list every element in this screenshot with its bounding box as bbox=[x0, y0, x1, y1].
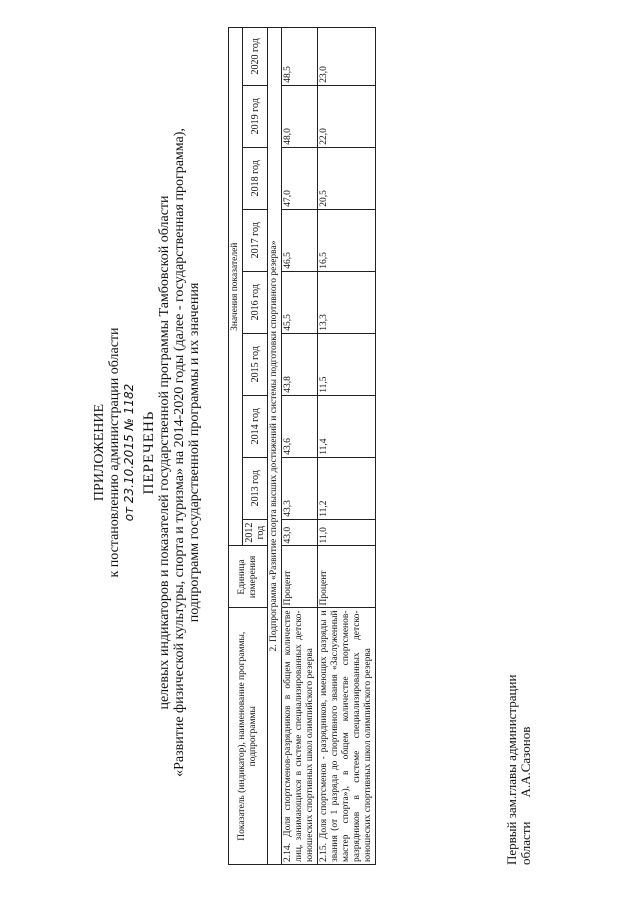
annex-label: ПРИЛОЖЕНИЕ bbox=[92, 403, 107, 502]
year-header: 2019 год bbox=[243, 85, 268, 147]
title-line-2: «Развитие физической культуры, спорта и туризма» на 2014-2020 годы (далее - государственная программа), bbox=[172, 128, 187, 777]
table-row bbox=[318, 28, 376, 865]
year-header: 2018 год bbox=[243, 147, 268, 209]
year-header: 2013 год bbox=[243, 457, 268, 519]
indicator-name: 2.14. Доля спортсменов-разрядников в общем количестве лиц, занимающихся в системе специализированных детско-юношеских спортивных школ олимпийского резерва bbox=[282, 608, 318, 865]
value-cell: 23,0 bbox=[318, 28, 376, 86]
indicators-table bbox=[228, 27, 376, 865]
value-cell: 46,5 bbox=[282, 209, 318, 271]
value-cell: 48,5 bbox=[282, 28, 318, 86]
value-cell: 11,5 bbox=[318, 333, 376, 395]
value-cell: 43,8 bbox=[282, 333, 318, 395]
title-heading: ПЕРЕЧЕНЬ bbox=[141, 410, 157, 495]
title-line-3: подпрограмм государственной программы и их значения bbox=[187, 282, 202, 623]
annex-date-signature: от 23.10.2015 № 1182 bbox=[122, 383, 136, 522]
value-cell: 20,5 bbox=[318, 147, 376, 209]
value-cell: 11,0 bbox=[318, 519, 376, 546]
year-header: 2020 год bbox=[243, 28, 268, 86]
indicator-unit: Процент bbox=[282, 546, 318, 608]
year-header: 2012 год bbox=[243, 519, 268, 546]
document-title bbox=[142, 40, 202, 865]
annex-header bbox=[92, 0, 137, 905]
value-cell: 16,5 bbox=[318, 209, 376, 271]
signatory-title: Первый зам.главы администрации bbox=[504, 674, 519, 865]
value-cell: 13,3 bbox=[318, 271, 376, 333]
value-cell: 43,0 bbox=[282, 519, 318, 546]
value-cell: 47,0 bbox=[282, 147, 318, 209]
header-indicator: Показатель (индикатор), наименование программы, подпрограммы bbox=[229, 608, 268, 865]
signatory-title-cont: области bbox=[518, 821, 533, 865]
year-header: 2015 год bbox=[243, 333, 268, 395]
year-header: 2016 год bbox=[243, 271, 268, 333]
value-cell: 11,2 bbox=[318, 457, 376, 519]
value-cell: 43,3 bbox=[282, 457, 318, 519]
subprogram-row bbox=[268, 28, 282, 865]
value-cell: 48,0 bbox=[282, 85, 318, 147]
signatory-name: А.А.Сазонов bbox=[518, 726, 533, 798]
year-header: 2017 год bbox=[243, 209, 268, 271]
signature-block bbox=[505, 675, 533, 865]
year-header: 2014 год bbox=[243, 395, 268, 457]
value-cell: 22,0 bbox=[318, 85, 376, 147]
title-line-1: целевых индикаторов и показателей государственной программы Тамбовской области bbox=[157, 195, 172, 710]
indicator-unit: Процент bbox=[318, 546, 376, 608]
subprogram-title: 2. Подпрограмма «Развитие спорта высших достижений и системы подготовки спортивного резерва» bbox=[268, 28, 282, 865]
value-cell: 11,4 bbox=[318, 395, 376, 457]
value-cell: 45,5 bbox=[282, 271, 318, 333]
table-header-row bbox=[229, 28, 243, 865]
value-cell: 43,6 bbox=[282, 395, 318, 457]
header-unit: Единица измерения bbox=[229, 546, 268, 608]
indicator-name: 2.15. Доля спортсменов - разрядников, имеющих разряды и звания (от 1 разряда до спортивного звания «Заслуженный мастер спорта»), в общем количестве спортсменов-разрядников в системе специализированных детско-юношеских спортивных школ олимпийского резерва bbox=[318, 608, 376, 865]
annex-line: к постановлению администрации области bbox=[107, 327, 122, 578]
header-values: Значения показателей bbox=[229, 28, 243, 546]
table-row bbox=[282, 28, 318, 865]
